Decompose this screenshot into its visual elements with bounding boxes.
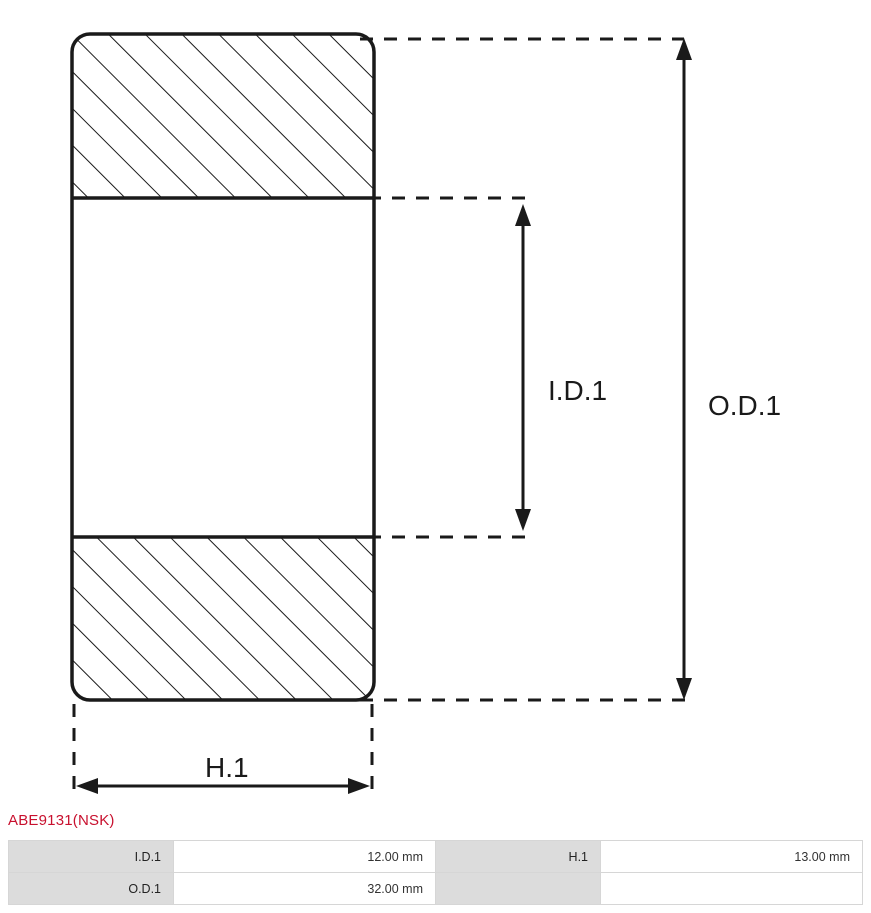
table-row	[9, 873, 863, 905]
table-row	[9, 841, 863, 873]
od1-dimension-arrow	[676, 38, 692, 700]
id1-dimension-arrow	[515, 204, 531, 531]
id1-label: I.D.1	[548, 375, 608, 406]
od1-label: O.D.1	[708, 390, 782, 421]
spec-value-empty	[601, 873, 863, 905]
outer-ring-top-hatch	[72, 34, 374, 200]
spec-label-h1: H.1	[436, 841, 601, 873]
spec-label-empty	[436, 873, 601, 905]
spec-value-id1: 12.00 mm	[174, 841, 436, 873]
outer-ring-bottom-hatch	[72, 537, 374, 703]
spec-value-od1: 32.00 mm	[174, 873, 436, 905]
spec-label-id1: I.D.1	[9, 841, 174, 873]
spec-label-od1: O.D.1	[9, 873, 174, 905]
h1-label: H.1	[205, 752, 249, 783]
specification-table	[8, 840, 863, 905]
spec-value-h1: 13.00 mm	[601, 841, 863, 873]
part-number: ABE9131(NSK)	[8, 812, 115, 829]
